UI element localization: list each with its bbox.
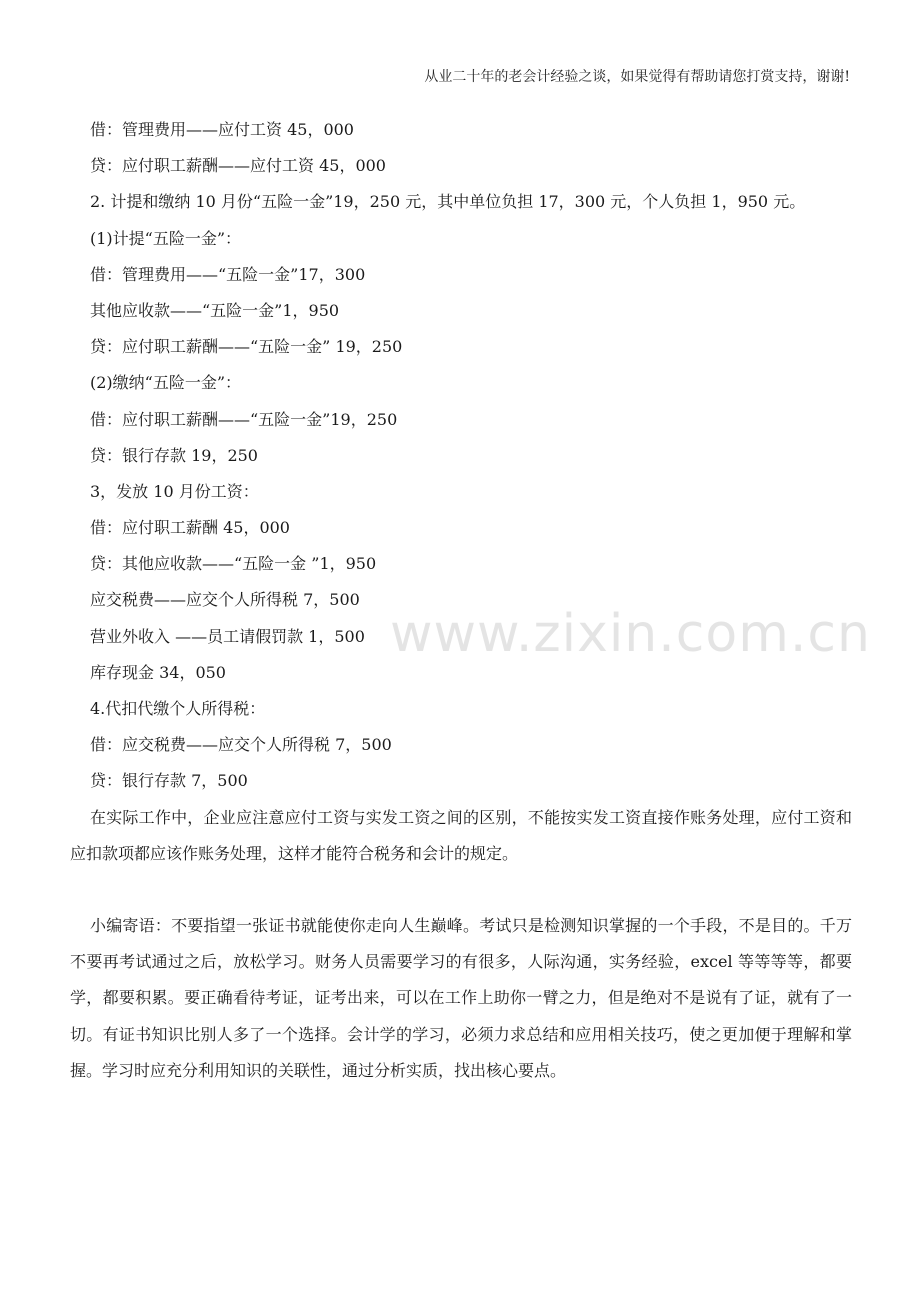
journal-line: 贷：银行存款 7，500 <box>90 771 248 791</box>
paragraph-practice-note: 在实际工作中，企业应注意应付工资与实发工资之间的区别，不能按实发工资直接作账务处理，应付工资和应扣款项都应该作账务处理，这样才能符合税务和会计的规定。 <box>70 807 852 863</box>
journal-line: (2)缴纳“五险一金”： <box>90 373 242 393</box>
journal-line: 库存现金 34，050 <box>90 662 226 682</box>
journal-line: 借：应付职工薪酬——“五险一金”19，250 <box>90 409 398 429</box>
journal-line: 应交税费——应交个人所得税 7，500 <box>90 590 360 610</box>
journal-line: 贷：应付职工薪酬——“五险一金” 19，250 <box>90 337 403 357</box>
journal-line: 借：应付职工薪酬 45，000 <box>90 518 290 538</box>
journal-line: 借：管理费用——“五险一金”17，300 <box>90 264 366 284</box>
document-body <box>70 112 852 1089</box>
journal-line: 借：应交税费——应交个人所得税 7，500 <box>90 735 392 755</box>
journal-line: (1)计提“五险一金”： <box>90 228 242 248</box>
paragraph-editor-note: 小编寄语：不要指望一张证书就能使你走向人生巅峰。考试只是检测知识掌握的一个手段，不是目的。千万不要再考试通过之后，放松学习。财务人员需要学习的有很多，人际沟通，实务经验，excel 等等等等，都要学，都要积累。要正确看待考证，证考出来，可以在工作上助你一臂之力，但是绝对不是说有了证，就有了一切。有证书知识比别人多了一个选择。会计学的学习，必须力求总结和应用相关技巧，使之更加便于理解和掌握。学习时应充分利用知识的关联性，通过分析实质，找出核心要点。 <box>70 915 852 1080</box>
journal-line: 贷：应付职工薪酬——应付工资 45，000 <box>90 156 386 176</box>
journal-line: 贷：银行存款 19，250 <box>90 445 258 465</box>
journal-line: 3，发放 10 月份工资： <box>90 481 259 501</box>
journal-line: 4.代扣代缴个人所得税： <box>90 699 266 719</box>
journal-line: 其他应收款——“五险一金”1，950 <box>90 300 340 320</box>
watermark: www.zixin.com.cn <box>390 604 871 664</box>
paragraph-item-2: 2. 计提和缴纳 10 月份“五险一金”19，250 元，其中单位负担 17，300 元，个人负担 1，950 元。 <box>90 192 806 212</box>
journal-line: 营业外收入 ——员工请假罚款 1，500 <box>90 626 365 646</box>
journal-line: 借：管理费用——应付工资 45，000 <box>90 120 354 139</box>
spacer <box>70 872 852 908</box>
journal-line: 贷：其他应收款——“五险一金 ”1，950 <box>90 554 377 574</box>
header-note: 从业二十年的老会计经验之谈，如果觉得有帮助请您打赏支持，谢谢! <box>424 69 850 85</box>
